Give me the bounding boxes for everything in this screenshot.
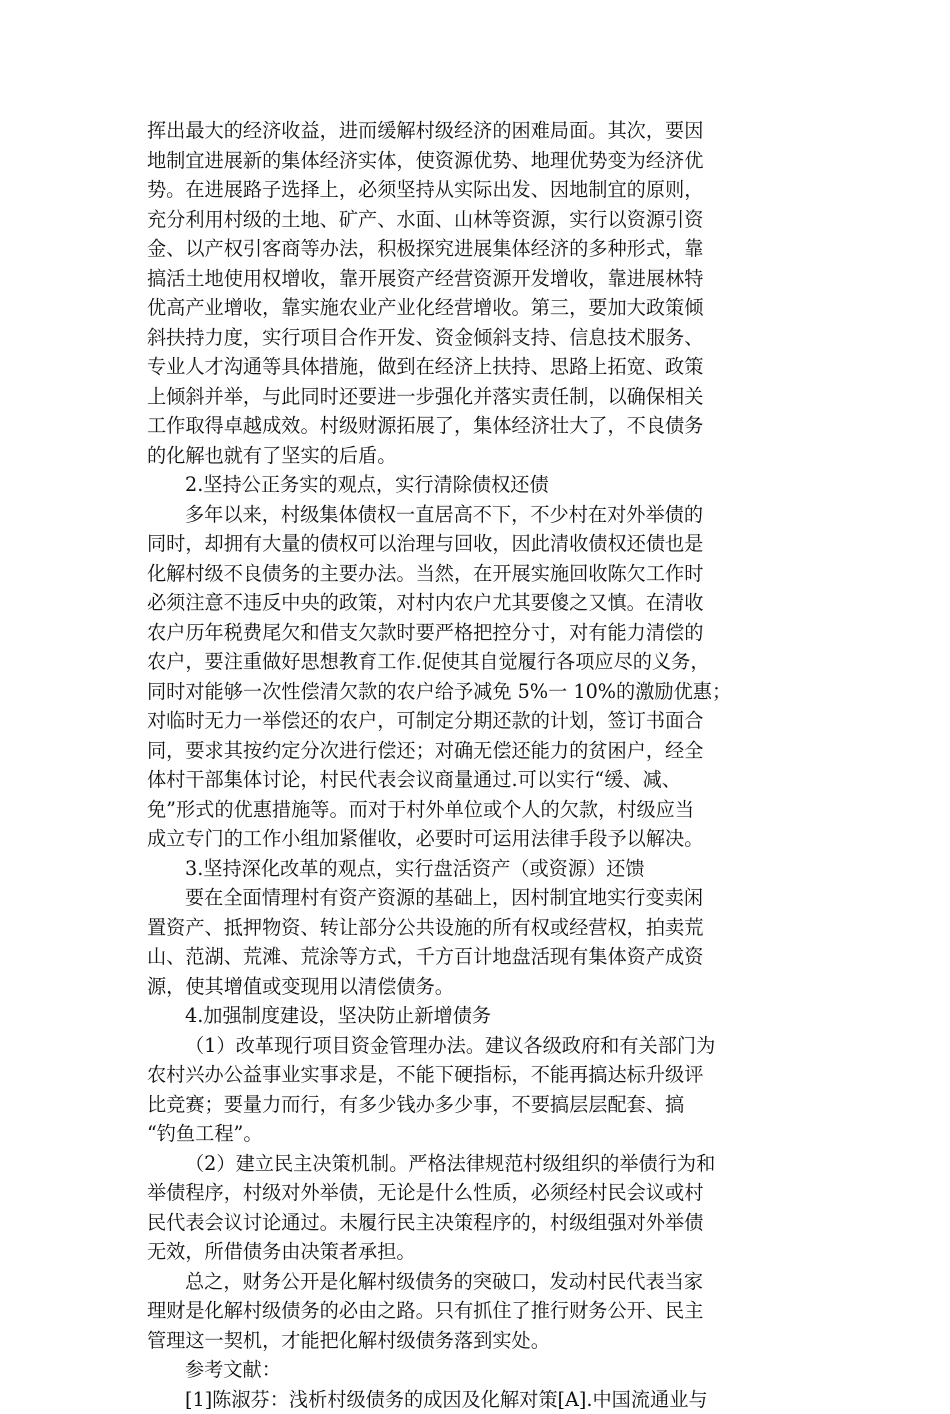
- document-page: [147, 116, 809, 1414]
- text-line: 4.加强制度建设，坚决防止新增债务: [147, 1001, 809, 1031]
- text-line: 总之，财务公开是化解村级债务的突破口，发动村民代表当家: [147, 1267, 809, 1297]
- text-line: 挥出最大的经济收益，进而缓解村级经济的困难局面。其次，要因: [147, 116, 809, 146]
- text-line: 比竞赛；要量力而行，有多少钱办多少事，不要搞层层配套、搞: [147, 1090, 809, 1120]
- text-line: 免”形式的优惠措施等。而对于村外单位或个人的欠款，村级应当: [147, 795, 809, 825]
- text-line: 优高产业增收，靠实施农业产业化经营增收。第三，要加大政策倾: [147, 293, 809, 323]
- text-line: 搞活土地使用权增收，靠开展资产经营资源开发增收，靠进展林特: [147, 264, 809, 294]
- text-line: 参考文献：: [147, 1355, 809, 1385]
- text-line: 民代表会议讨论通过。未履行民主决策程序的，村级组强对外举债: [147, 1208, 809, 1238]
- text-line: 3.坚持深化改革的观点，实行盘活资产（或资源）还馈: [147, 854, 809, 884]
- text-line: 对临时无力一举偿还的农户，可制定分期还款的计划，签订书面合: [147, 706, 809, 736]
- text-line: （1）改革现行项目资金管理办法。建议各级政府和有关部门为: [147, 1031, 809, 1061]
- text-line: 举债程序，村级对外举债，无论是什么性质，必须经村民会议或村: [147, 1178, 809, 1208]
- text-line: 势。在进展路子选择上，必须坚持从实际出发、因地制宜的原则，: [147, 175, 809, 205]
- text-line: 同时对能够一次性偿清欠款的农户给予减免 5%一 10%的激励优惠；: [147, 677, 809, 707]
- text-line: 地制宜进展新的集体经济实体，使资源优势、地理优势变为经济优: [147, 146, 809, 176]
- text-line: 斜扶持力度，实行项目合作开发、资金倾斜支持、信息技术服务、: [147, 323, 809, 353]
- text-line: 工作取得卓越成效。村级财源拓展了，集体经济壮大了，不良债务: [147, 411, 809, 441]
- text-line: 置资产、抵押物资、转让部分公共设施的所有权或经营权，拍卖荒: [147, 913, 809, 943]
- text-line: 专业人才沟通等具体措施，做到在经济上扶持、思路上拓宽、政策: [147, 352, 809, 382]
- text-line: 成立专门的工作小组加紧催收，必要时可运用法律手段予以解决。: [147, 824, 809, 854]
- text-line: 农户历年税费尾欠和借支欠款时要严格把控分寸，对有能力清偿的: [147, 618, 809, 648]
- text-line: 农户，要注重做好思想教育工作.促使其自觉履行各项应尽的义务，: [147, 647, 809, 677]
- text-line: 同时，却拥有大量的债权可以治理与回收，因此清收债权还债也是: [147, 529, 809, 559]
- text-line: 山、范湖、荒滩、荒涂等方式，千方百计地盘活现有集体资产成资: [147, 942, 809, 972]
- text-line: [1]陈淑芬：浅析村级债务的成因及化解对策[A].中国流通业与: [147, 1385, 809, 1414]
- text-line: 农村兴办公益事业实事求是，不能下硬指标，不能再搞达标升级评: [147, 1060, 809, 1090]
- text-line: 管理这一契机，才能把化解村级债务落到实处。: [147, 1326, 809, 1356]
- text-line: 要在全面情理村有资产资源的基础上，因村制宜地实行变卖闲: [147, 883, 809, 913]
- text-line: 充分利用村级的土地、矿产、水面、山林等资源，实行以资源引资: [147, 205, 809, 235]
- text-line: 源，使其增值或变现用以清偿债务。: [147, 972, 809, 1002]
- text-line: 2.坚持公正务实的观点，实行清除债权还债: [147, 470, 809, 500]
- text-line: 的化解也就有了坚实的后盾。: [147, 441, 809, 471]
- text-line: 理财是化解村级债务的必由之路。只有抓住了推行财务公开、民主: [147, 1296, 809, 1326]
- text-line: （2）建立民主决策机制。严格法律规范村级组织的举债行为和: [147, 1149, 809, 1179]
- text-line: 金、以产权引客商等办法，积极探究进展集体经济的多种形式，靠: [147, 234, 809, 264]
- text-line: 上倾斜并举，与此同时还要进一步强化并落实责任制，以确保相关: [147, 382, 809, 412]
- text-line: 体村干部集体讨论，村民代表会议商量通过.可以实行“缓、减、: [147, 765, 809, 795]
- text-line: 化解村级不良债务的主要办法。当然，在开展实施回收陈欠工作时: [147, 559, 809, 589]
- text-line: 多年以来，村级集体债权一直居高不下，不少村在对外举债的: [147, 500, 809, 530]
- text-line: 必须注意不违反中央的政策，对村内农户尤其要傻之又慎。在清收: [147, 588, 809, 618]
- text-line: 无效，所借债务由决策者承担。: [147, 1237, 809, 1267]
- text-line: “钓鱼工程”。: [147, 1119, 809, 1149]
- text-line: 同，要求其按约定分次进行偿还；对确无偿还能力的贫困户，经全: [147, 736, 809, 766]
